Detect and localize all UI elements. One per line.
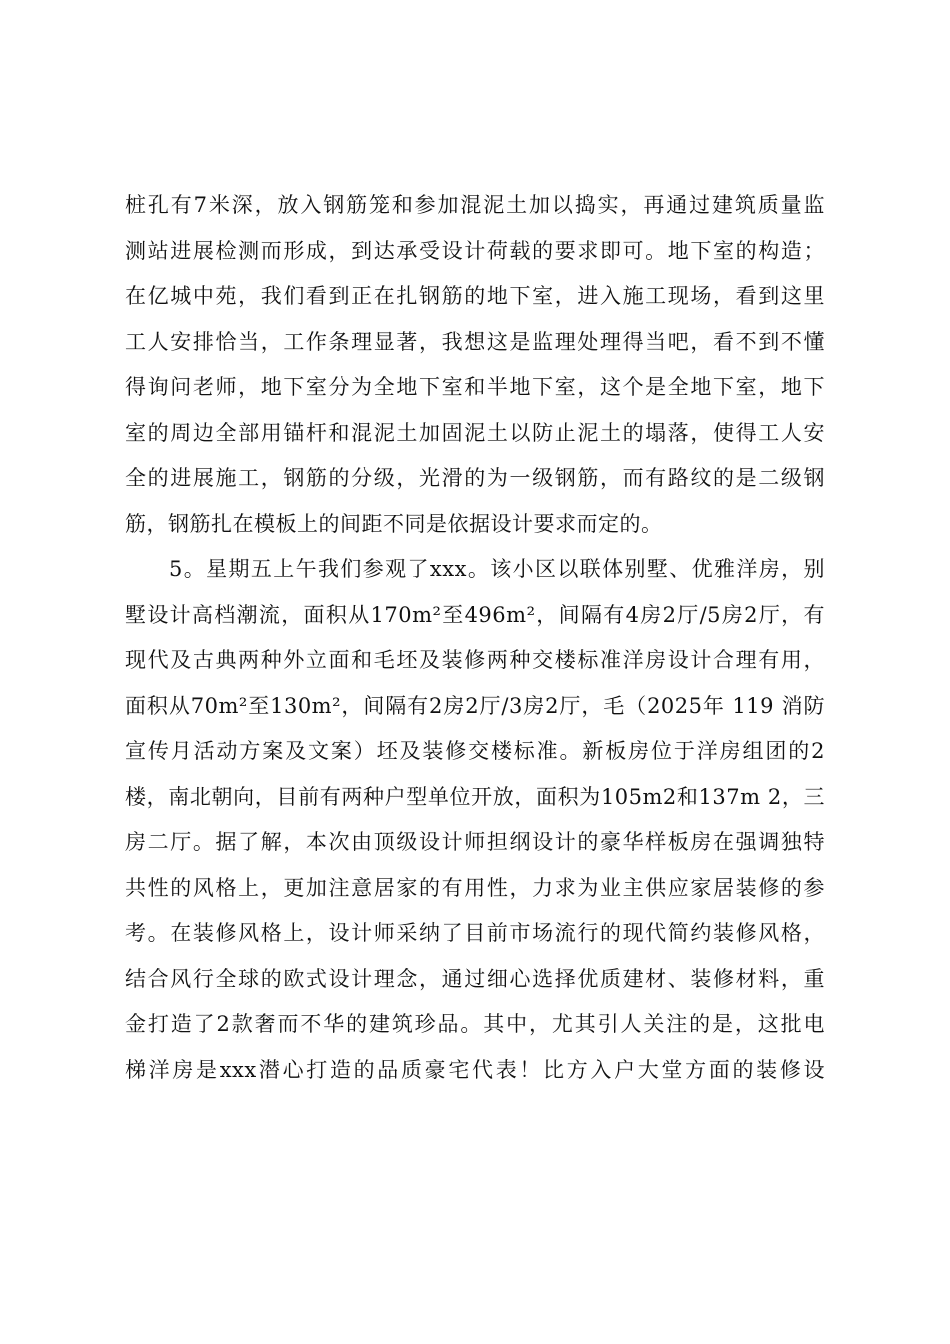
text-line: 筋，钢筋扎在模板上的间距不同是依据设计要求而定的。	[125, 511, 663, 536]
text-line: 考。在装修风格上，设计师采纳了目前市场流行的现代简约装修风格，	[125, 921, 825, 945]
text-line: 面积从70m²至130m²，间隔有2房2厅/3房2厅，毛（2025年 119 消防	[125, 693, 825, 718]
text-line: 现代及古典两种外立面和毛坯及装修两种交楼标准洋房设计合理有用，	[125, 648, 825, 672]
text-line: 共性的风格上，更加注意居家的有用性，力求为业主供应家居装修的参	[125, 875, 825, 900]
body-text	[125, 183, 825, 1093]
text-line: 在亿城中苑，我们看到正在扎钢筋的地下室，进入施工现场，看到这里	[125, 284, 825, 308]
text-line: 工人安排恰当，工作条理显著，我想这是监理处理得当吧，看不到不懂	[125, 329, 825, 354]
text-line: 测站进展检测而形成，到达承受设计荷载的要求即可。地下室的构造；	[125, 238, 825, 263]
text-line: 墅设计高档潮流，面积从170m²至496m²，间隔有4房2厅/5房2厅，有	[125, 602, 825, 627]
text-line: 结合风行全球的欧式设计理念，通过细心选择优质建材、装修材料，重	[125, 966, 825, 991]
text-line: 室的周边全部用锚杆和混泥土加固泥土以防止泥土的塌落，使得工人安	[125, 420, 825, 445]
text-line: 全的进展施工，钢筋的分级，光滑的为一级钢筋，而有路纹的是二级钢	[125, 466, 825, 490]
paragraph-start-line: 5。星期五上午我们参观了xxx。该小区以联体别墅、优雅洋房，别	[169, 557, 825, 581]
text-line: 宣传月活动方案及文案）坯及装修交楼标准。新板房位于洋房组团的2	[125, 739, 825, 763]
text-line: 楼，南北朝向，目前有两种户型单位开放，面积为105m2和137m 2，三	[125, 784, 825, 809]
text-line: 房二厅。据了解，本次由顶级设计师担纲设计的豪华样板房在强调独特	[125, 830, 825, 854]
text-line: 梯洋房是xxx潜心打造的品质豪宅代表！比方入户大堂方面的装修设	[125, 1057, 825, 1082]
text-line: 得询问老师，地下室分为全地下室和半地下室，这个是全地下室，地下	[125, 375, 825, 399]
text-line: 桩孔有7米深，放入钢筋笼和参加混泥土加以捣实，再通过建筑质量监	[125, 193, 825, 217]
text-line: 金打造了2款奢而不华的建筑珍品。其中，尤其引人关注的是，这批电	[125, 1012, 825, 1036]
